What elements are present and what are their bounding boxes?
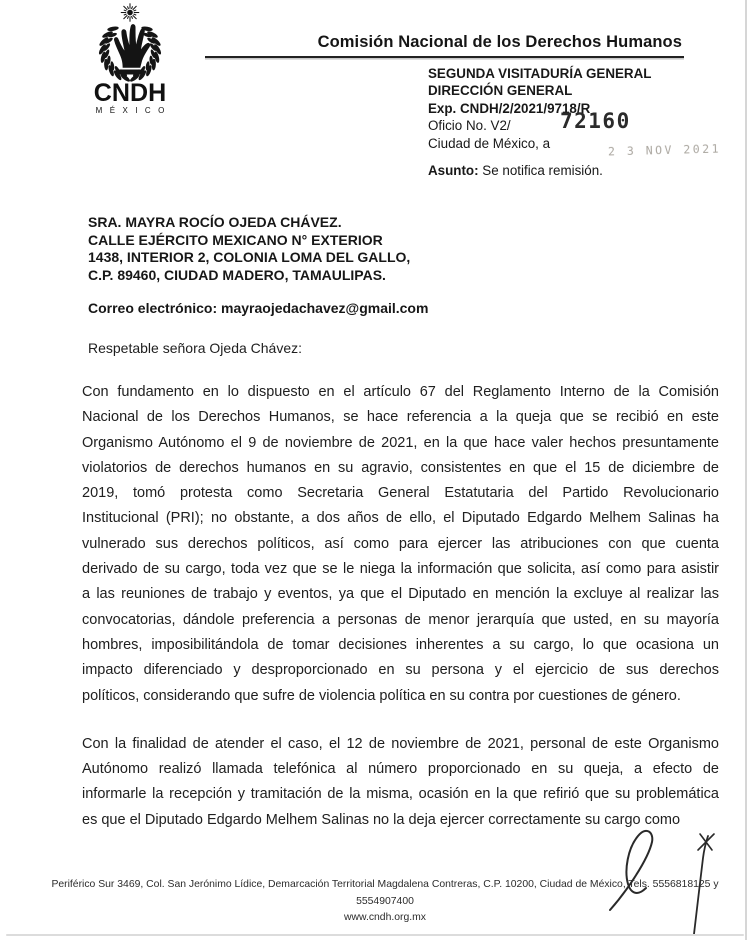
expediente-number: Exp. CNDH/2/2021/9718/R [428, 100, 591, 116]
body-text-line: convocatorias, dándole preferencia a personas de menor jerarquía que usted, en su mayoría [82, 611, 719, 628]
organization-title: Comisión Nacional de los Derechos Humanos [317, 33, 682, 51]
city-date-line [428, 135, 728, 159]
recipient-email-line: Correo electrónico: mayraojedachavez@gmail.com [88, 300, 429, 316]
asunto-line [428, 162, 728, 179]
scan-edge-bottom [6, 934, 744, 936]
recipient-address-block [88, 214, 410, 284]
date-stamp: 2 3 NOV 2021 [607, 141, 722, 159]
city-label: Ciudad de México, a [428, 135, 551, 151]
recipient-address-line: CALLE EJÉRCITO MEXICANO N° EXTERIOR [88, 231, 383, 248]
footer-address: Periférico Sur 3469, Col. San Jerónimo Lídice, Demarcación Territorial Magdalena Contreras, C.P. 10200, Ciudad de México, Tels. 5556818125 y 5554907400 [51, 879, 719, 907]
recipient-address-line: SRA. MAYRA ROCÍO OJEDA CHÁVEZ. [88, 214, 342, 230]
scan-edge-right [745, 0, 747, 940]
body-text-line: Con fundamento en lo dispuesto en el artículo 67 del Reglamento Interno de la Comisión [82, 384, 719, 400]
header-office-block [428, 65, 728, 179]
body-text-line: impacto diferenciado y desproporcionado en su persona y el ejercicio de sus derechos [82, 662, 719, 679]
recipient-address-line: C.P. 89460, CIUDAD MADERO, TAMAULIPAS. [88, 266, 386, 283]
body-text-line: a las reuniones de trabajo y eventos, ya que el Diputado en mención la excluye al realizar las [82, 586, 719, 603]
body-text-line: vulnerado sus derechos políticos, así como para ejercer las atribuciones con que cuenta [82, 535, 719, 552]
oficio-number-stamp: 72160 [560, 109, 631, 134]
body-paragraph-2 [82, 732, 719, 833]
cndh-logo [84, 2, 176, 123]
body-text-line: es que el Diputado Edgardo Melhem Salinas no la deja ejercer correctamente su cargo como [82, 811, 681, 828]
salutation: Respetable señora Ojeda Chávez: [88, 340, 303, 356]
logo-country-text: MÉXICO [95, 106, 165, 116]
sunburst-icon [121, 3, 139, 21]
oficio-line [428, 109, 728, 134]
asunto-text: Se notifica remisión. [478, 163, 603, 179]
body-text-line: Autónomo realizó llamada telefónica al número proporcionado en su queja, a efecto de [82, 761, 719, 778]
logo-acronym-text: CNDH [93, 79, 167, 107]
asunto-label: Asunto: [428, 163, 479, 179]
title-divider [205, 56, 684, 58]
body-text-line: Nacional de los Derechos Humanos, se hace referencia a la queja que se recibió en este [82, 409, 719, 426]
body-text-line: informarle la recepción y tramitación de la misma, ocasión en la que refirió que su problemática [82, 786, 719, 803]
letter-body [82, 380, 719, 833]
footer-website: www.cndh.org.mx [344, 912, 426, 923]
office-line-2: DIRECCIÓN GENERAL [428, 83, 573, 99]
body-text-line: violatorios de derechos humanos en su agravio, consistentes en que el 15 de diciembre de [82, 459, 719, 476]
pen-scribble-cross-x2 [700, 834, 712, 850]
body-text-line: derivado de su cargo, toda vez que se le niega la información que solicita, así como para asistir [82, 561, 719, 578]
body-paragraph-1 [82, 380, 719, 709]
body-text-line: Con la finalidad de atender el caso, el 12 de noviembre de 2021, personal de este Organismo [82, 735, 719, 752]
body-text-line: 2019, tomó protesta como Secretaria General Estatutaria del Partido Revolucionario [82, 485, 719, 502]
body-text-line: Organismo Autónomo el 9 de noviembre de 2021, en la que hace valer hechos presuntamente [82, 434, 719, 451]
footer [30, 877, 740, 927]
body-text-line: Institucional (PRI); no obstante, a dos años de ello, el Diputado Edgardo Melhem Salinas ha [82, 510, 719, 527]
oficio-label: Oficio No. V2/ [428, 118, 511, 134]
body-text-line: políticos, considerando que sufre de violencia política en su contra por cuestiones de género. [82, 687, 681, 704]
recipient-address-line: 1438, INTERIOR 2, COLONIA LOMA DEL GALLO, [88, 249, 411, 265]
office-line-1: SEGUNDA VISITADURÍA GENERAL [428, 66, 652, 81]
body-text-line: hombres, imposibilitándola de tomar decisiones inherentes a su cargo, lo que ocasiona un [82, 636, 719, 653]
